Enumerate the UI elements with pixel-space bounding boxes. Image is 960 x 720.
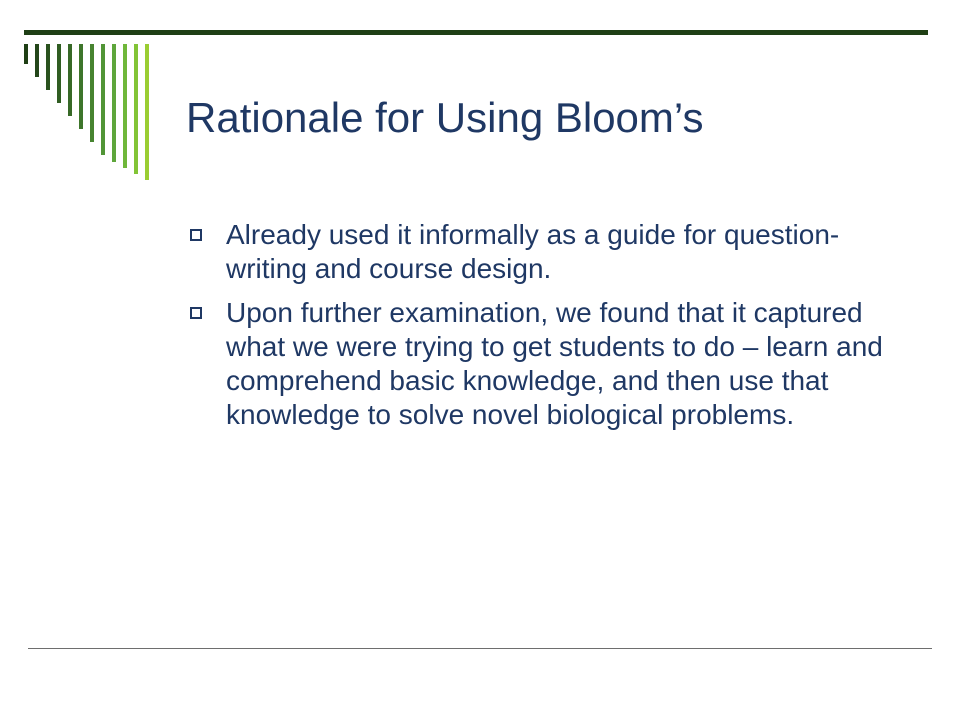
decorative-stripe xyxy=(35,44,39,77)
decorative-stripe xyxy=(46,44,50,90)
decorative-stripe xyxy=(101,44,105,155)
decorative-stripe xyxy=(57,44,61,103)
decorative-stripe xyxy=(68,44,72,116)
hollow-square-bullet-icon xyxy=(190,307,202,319)
bottom-divider-line xyxy=(28,648,932,649)
decorative-stripe xyxy=(123,44,127,168)
slide-title: Rationale for Using Bloom’s xyxy=(186,94,704,141)
decorative-stripe xyxy=(90,44,94,142)
hollow-square-bullet-icon xyxy=(190,229,202,241)
decorative-stripe xyxy=(24,44,28,64)
bullet-item xyxy=(186,296,906,432)
bullet-text: Already used it informally as a guide for question-writing and course design. xyxy=(226,219,840,284)
bullet-list xyxy=(186,218,906,442)
decorative-stripes xyxy=(0,0,160,200)
decorative-stripe xyxy=(79,44,83,129)
bullet-item xyxy=(186,218,906,286)
decorative-stripe xyxy=(134,44,138,174)
bullet-text: Upon further examination, we found that it captured what we were trying to get students to do – learn and comprehend basic knowledge, and then use that knowledge to solve novel biological problems. xyxy=(226,297,883,430)
decorative-stripe xyxy=(145,44,149,180)
decorative-stripe xyxy=(112,44,116,162)
